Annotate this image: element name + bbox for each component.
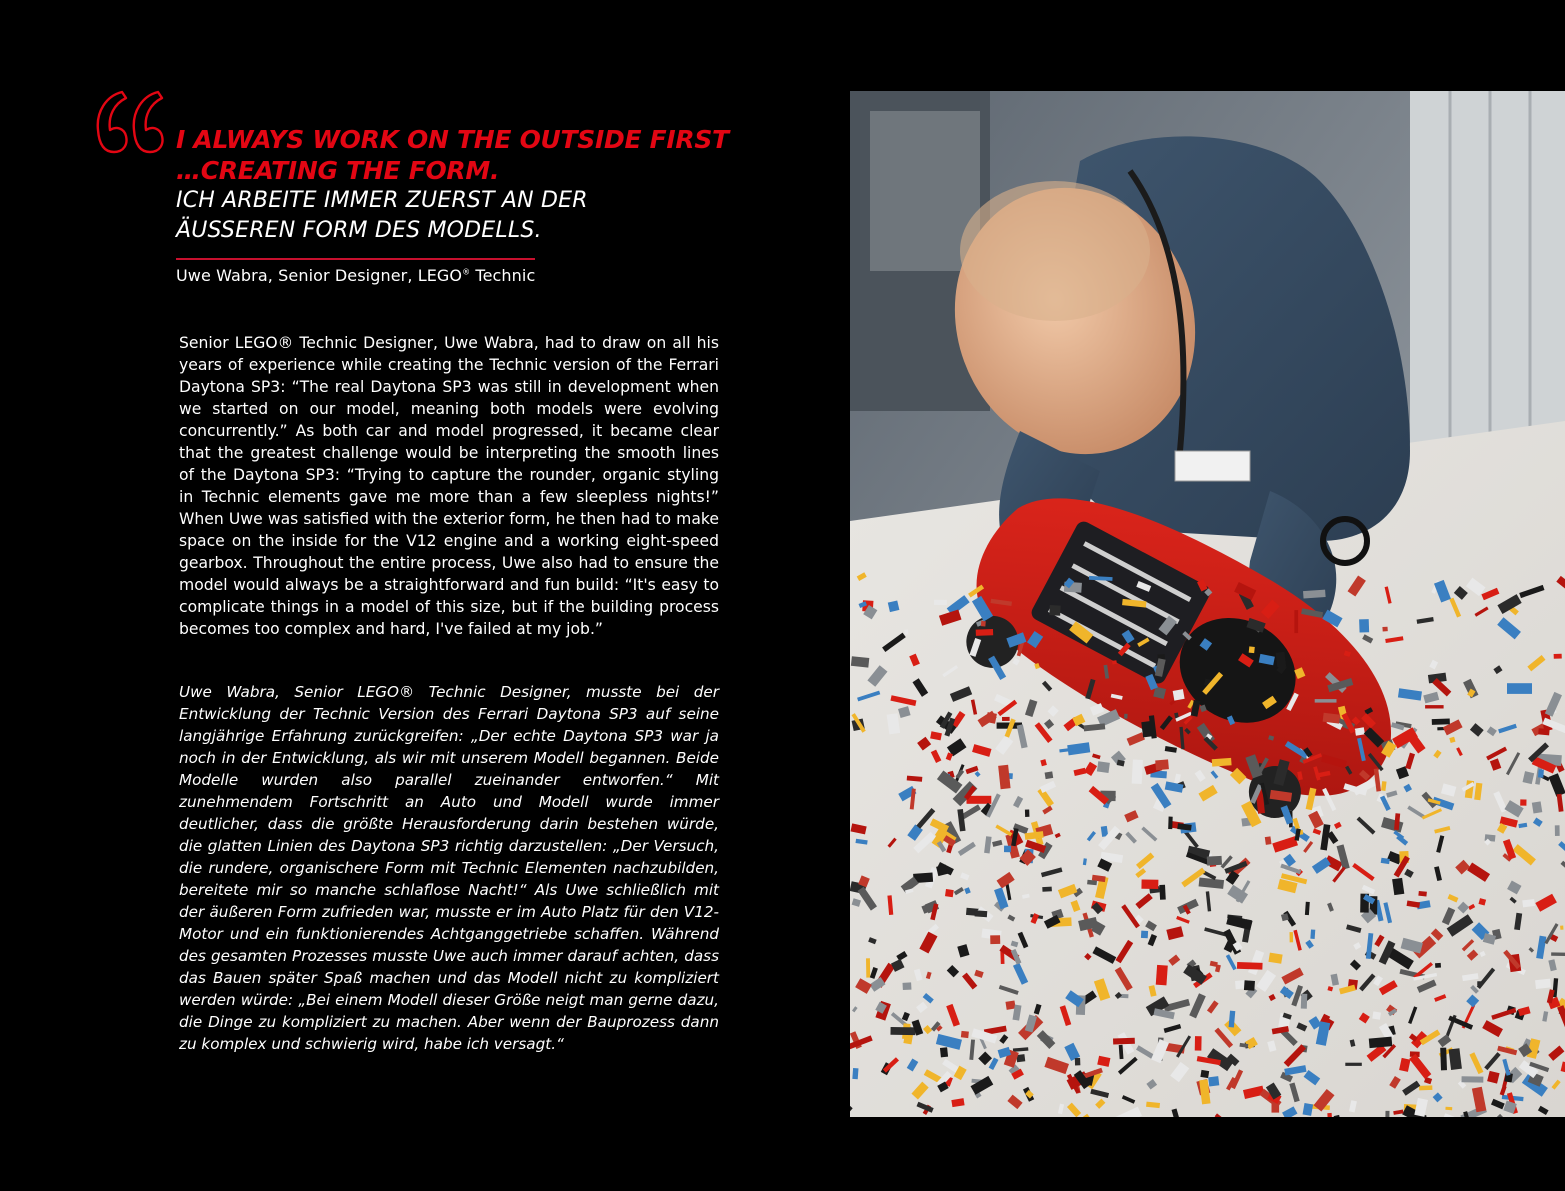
- technic-part: [1005, 1000, 1015, 1009]
- technic-part: [1244, 980, 1255, 990]
- technic-part: [1173, 689, 1185, 700]
- technic-part: [961, 1031, 969, 1038]
- technic-part: [1425, 705, 1444, 708]
- technic-part: [1049, 605, 1060, 616]
- technic-part: [1554, 654, 1562, 659]
- attribution-text: Uwe Wabra, Senior Designer, LEGO: [176, 266, 463, 285]
- technic-part: [1155, 759, 1169, 770]
- technic-part: [1272, 1104, 1280, 1113]
- quote-attribution: [176, 266, 736, 285]
- technic-part: [1538, 769, 1544, 778]
- technic-part: [967, 796, 992, 804]
- designer-building-red-technic-car-photo: [850, 91, 1565, 1117]
- technic-part: [945, 889, 954, 897]
- technic-part: [1113, 1038, 1135, 1045]
- technic-part: [1207, 856, 1222, 866]
- technic-part: [1168, 817, 1173, 830]
- technic-part: [851, 656, 869, 667]
- technic-part: [1418, 891, 1427, 897]
- technic-part: [1195, 1036, 1202, 1051]
- technic-part: [890, 1027, 915, 1035]
- technic-part: [1290, 932, 1294, 942]
- technic-part: [1555, 825, 1560, 836]
- technic-part: [934, 600, 947, 605]
- technic-part: [1522, 899, 1535, 907]
- technic-part: [1156, 965, 1168, 985]
- technic-part: [1124, 714, 1128, 719]
- technic-part: [1345, 1063, 1362, 1066]
- quote-german-line-1: ICH ARBEITE IMMER ZUERST AN DER: [176, 188, 588, 213]
- technic-part: [1432, 719, 1450, 725]
- body-text-german: Uwe Wabra, Senior LEGO® Technic Designer, musste bei der Entwicklung der Technic Version des Ferrari Daytona SP3 auf seine langjährige Erfahrung zurückgreifen: „Der echte Daytona SP3 war ja noch in der Entwicklung, als wir mit unserem Modell begannen. Beide Modelle wurden also parallel zueinander entworfen.“ Mit zunehmendem Fortschritt an Auto und Modell wurde immer deutlicher, dass die größte Herausforderung darin bestehen würde, die glatten Linien des Daytona SP3 richtig darzustellen: „Der Versuch, die rundere, organischere Form mit Technic Elementen nachzubilden, bereitete mir so manche schlaflose Nacht!“ Als Uwe schließlich mit der äußeren Form zufrieden war, musste er im Auto Platz für den V12-Motor und ein funktionierendes Achtganggetriebe schaffen. Während des gesamten Prozesses musste Uwe auch immer darauf achten, dass das Bauen später Spaß machen und das Modell nicht zu kompliziert werden würde: „Bei einem Modell dieser Größe neigt man gerne dazu, die Dinge zu kompliziert zu machen. Aber wenn der Bauprozess dann zu komplex und schwierig wird, habe ich versagt.“: [179, 683, 719, 1053]
- technic-part: [1445, 1107, 1452, 1111]
- technic-part: [1208, 1076, 1219, 1086]
- technic-part: [976, 629, 994, 636]
- technic-part: [1097, 761, 1110, 773]
- body-text-english: Senior LEGO® Technic Designer, Uwe Wabra, had to draw on all his years of experience while creating the Technic version of the Ferrari Daytona SP3: “The real Daytona SP3 was still in development when we started on our model, meaning both models were evolving concurrently.” As both car and model progressed, it became clear that the greatest challenge would be interpreting the smooth lines of the Daytona SP3: “Trying to capture the rounder, organic styling in Technic elements gave me more than a few sleepless nights!” When Uwe was satisfied with the exterior form, he then had to make space on the inside for the V12 engine and a working eight-speed gearbox. Throughout the entire process, Uwe also had to ensure the model would always be a straightforward and fun build: “It's easy to complicate things in a model of this size, but if the building process becomes too complex and hard, I've failed at my job.”: [179, 334, 719, 638]
- technic-part: [1310, 930, 1315, 939]
- technic-part: [1359, 619, 1369, 632]
- technic-part: [1520, 799, 1526, 805]
- technic-part: [903, 982, 912, 990]
- technic-part: [940, 1047, 948, 1057]
- technic-part: [1112, 660, 1117, 664]
- technic-part: [1141, 880, 1158, 889]
- quote-english-line-2: …CREATING THE FORM.: [176, 156, 500, 185]
- red-open-quotation-mark-icon: [92, 86, 168, 166]
- pull-quote: [176, 124, 736, 285]
- technic-part: [1200, 1070, 1209, 1078]
- technic-part: [1025, 810, 1030, 817]
- technic-part: [1440, 1048, 1447, 1071]
- technic-part: [1212, 758, 1232, 767]
- technic-part: [1301, 994, 1308, 1009]
- technic-part: [1294, 610, 1298, 633]
- registered-mark: ®: [462, 267, 471, 277]
- technic-part: [1435, 963, 1441, 968]
- technic-part: [1042, 887, 1052, 892]
- technic-part: [1382, 627, 1387, 632]
- technic-part: [1159, 885, 1165, 900]
- technic-part: [1075, 1058, 1081, 1066]
- technic-part: [1237, 962, 1263, 970]
- technic-part: [1369, 1037, 1393, 1048]
- attribution-text-end: Technic: [470, 266, 536, 285]
- technic-part: [1560, 926, 1563, 930]
- technic-part: [904, 630, 908, 635]
- technic-part: [1419, 1085, 1432, 1090]
- technic-part: [852, 1068, 858, 1079]
- technic-part: [866, 958, 870, 977]
- technic-part: [1265, 836, 1272, 845]
- technic-part: [975, 910, 988, 917]
- technic-part: [1551, 952, 1565, 956]
- technic-part: [981, 621, 986, 627]
- quote-german-line-2: ÄUSSEREN FORM DES MODELLS.: [176, 218, 542, 243]
- technic-part: [1004, 846, 1011, 853]
- technic-part: [990, 935, 1000, 944]
- technic-part: [1507, 683, 1532, 694]
- technic-part: [1276, 652, 1287, 667]
- technic-part: [1315, 699, 1337, 703]
- technic-part: [1303, 590, 1326, 599]
- technic-part: [1532, 801, 1542, 813]
- technic-part: [1372, 1011, 1381, 1019]
- technic-part: [1385, 1111, 1389, 1117]
- technic-part: [1045, 771, 1054, 779]
- technic-part: [1132, 759, 1143, 783]
- technic-part: [1461, 1076, 1483, 1082]
- quote-english-line-1: I ALWAYS WORK ON THE OUTSIDE FIRST: [176, 125, 729, 154]
- technic-part: [1141, 931, 1148, 939]
- technic-part: [1535, 979, 1551, 989]
- technic-part: [1249, 646, 1255, 653]
- technic-part: [1002, 717, 1010, 721]
- quote-divider: [176, 258, 535, 260]
